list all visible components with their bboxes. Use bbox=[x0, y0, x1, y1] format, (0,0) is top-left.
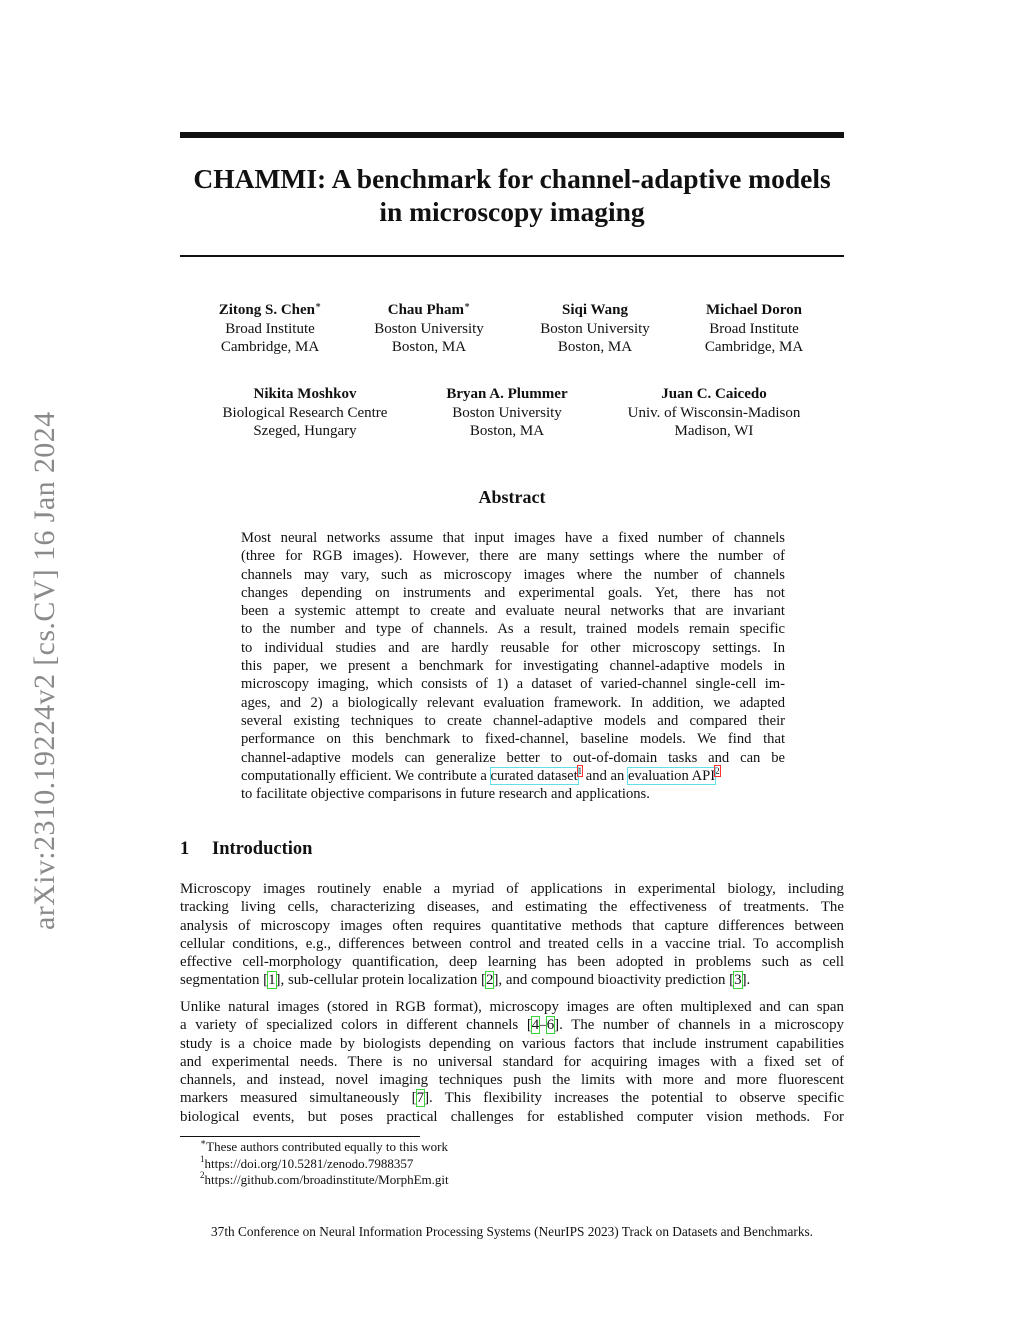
doi-link[interactable]: https://doi.org/10.5281/zenodo.7988357 bbox=[204, 1155, 414, 1171]
citation-link[interactable]: 4 bbox=[531, 1017, 540, 1034]
title-line-2: in microscopy imaging bbox=[379, 196, 645, 227]
footnotes bbox=[200, 1139, 449, 1189]
abstract-line: channel-adaptive models can generalize better to out-of-domain tasks and can be bbox=[241, 749, 785, 766]
body-line: biological events, but poses practical challenges for established computer vision methods. For bbox=[180, 1108, 844, 1125]
abstract-line: computationally efficient. We contribute a curated dataset$^1$ and an evaluation API$^2$ bbox=[241, 765, 720, 784]
author-location: Cambridge, MA bbox=[220, 339, 320, 355]
title-line-1: CHAMMI: A benchmark for channel-adaptive models bbox=[193, 163, 831, 194]
section-title: Introduction bbox=[212, 839, 313, 859]
intro-paragraph-1 bbox=[180, 880, 844, 990]
abstract-line: several existing techniques to create channel-adaptive models and compared their bbox=[241, 712, 785, 729]
author-location: Szeged, Hungary bbox=[253, 423, 357, 439]
footnote-1-link[interactable]: 1 bbox=[577, 765, 583, 776]
body-line: tracking living cells, characterizing diseases, and estimating the effectiveness of treatments. The bbox=[180, 899, 844, 916]
author-location: Madison, WI bbox=[674, 423, 754, 439]
body-line: analysis of microscopy images often requires quantitative methods that capture differences between bbox=[180, 917, 844, 934]
abstract-line: ages, and 2) a biologically relevant evaluation framework. In addition, we adapted bbox=[241, 694, 785, 711]
abstract-line: to facilitate objective comparisons in future research and applications. bbox=[241, 786, 650, 803]
conference-footer: 37th Conference on Neural Information Processing Systems (NeurIPS 2023) Track on Datasets and Benchmarks. bbox=[211, 1224, 813, 1239]
author-name: Siqi Wang bbox=[561, 302, 628, 318]
arxiv-identifier[interactable]: arXiv:2310.19224v2 [cs.CV] 16 Jan 2024 bbox=[28, 411, 61, 930]
abstract-body bbox=[241, 529, 785, 803]
author-block bbox=[654, 301, 854, 357]
author-location: Boston, MA bbox=[557, 339, 633, 355]
title-top-rule bbox=[180, 132, 844, 138]
author-name: Michael Doron bbox=[706, 302, 802, 318]
equal-contribution-mark[interactable]: ∗ bbox=[315, 300, 322, 310]
abstract-line: microscopy imaging, which consists of 1) a dataset of varied-channel single-cell im- bbox=[241, 676, 785, 693]
author-name: Zitong S. Chen∗ bbox=[218, 300, 322, 318]
body-line: markers measured simultaneously [7]. This flexibility increases the potential to observe specific bbox=[180, 1090, 844, 1107]
title-bottom-rule bbox=[180, 255, 844, 257]
author-affiliation: Biological Research Centre bbox=[222, 404, 388, 421]
citation-link[interactable]: 3 bbox=[734, 972, 742, 989]
footnote[interactable]: $^1$https://doi.org/10.5281/zenodo.7988357 bbox=[200, 1153, 414, 1171]
author-location: Cambridge, MA bbox=[704, 339, 804, 355]
author-name: Bryan A. Plummer bbox=[446, 386, 568, 402]
section-heading bbox=[180, 839, 312, 860]
author-block bbox=[407, 385, 607, 441]
abstract-line: to the number and type of channels. As a result, trained models remain specific bbox=[241, 621, 785, 638]
body-line: study is a choice made by biologists depending on various factors that include instrument capabilities bbox=[180, 1035, 844, 1052]
footnote[interactable]: $^2$https://github.com/broadinstitute/MorphEm.git bbox=[200, 1170, 449, 1187]
author-affiliation: Boston University bbox=[374, 320, 484, 337]
abstract-line: this paper, we present a benchmark for investigating channel-adaptive models in bbox=[241, 658, 785, 675]
body-line: Microscopy images routinely enable a myriad of applications in experimental biology, including bbox=[180, 881, 844, 897]
author-name: Chau Pham∗ bbox=[387, 300, 471, 318]
abstract-line: been a systemic attempt to create and evaluate neural networks that are invariant bbox=[241, 603, 785, 620]
author-affiliation: Broad Institute bbox=[225, 320, 315, 337]
citation-link[interactable]: 6 bbox=[546, 1017, 555, 1034]
intro-paragraph-2 bbox=[180, 998, 844, 1126]
body-line: cellular conditions, e.g., differences between control and treated cells in a vaccine trial. To accomplish bbox=[180, 935, 844, 952]
evaluation-api-link[interactable]: evaluation API bbox=[627, 767, 716, 784]
author-affiliation: Broad Institute bbox=[709, 320, 799, 337]
footnote: ∗These authors contributed equally to this work bbox=[200, 1137, 449, 1154]
body-line: effective cell-morphology quantification, deep learning has been adopted in problems such as cell bbox=[180, 954, 844, 971]
body-line: and experimental needs. There is no universal standard for acquiring images with a fixed set of bbox=[180, 1053, 844, 1070]
abstract-line: to individual studies and are hardly reusable for other microscopy settings. In bbox=[241, 639, 785, 656]
author-affiliation: Univ. of Wisconsin-Madison bbox=[627, 404, 801, 421]
author-name: Juan C. Caicedo bbox=[661, 386, 767, 402]
footnote-rule bbox=[180, 1136, 420, 1137]
abstract-line: changes depending on instruments and experimental goals. Yet, there has not bbox=[241, 584, 785, 601]
body-line: Unlike natural images (stored in RGB format), microscopy images are often multiplexed and can span bbox=[180, 999, 844, 1015]
curated-dataset-link[interactable]: curated dataset bbox=[490, 767, 578, 784]
author-name: Nikita Moshkov bbox=[253, 386, 357, 402]
citation-link[interactable]: 7 bbox=[416, 1090, 425, 1107]
author-location: Boston, MA bbox=[469, 423, 545, 439]
citation-link[interactable]: 1 bbox=[268, 972, 276, 989]
abstract-line: (three for RGB images). However, there are many settings where the number of bbox=[241, 548, 785, 565]
body-line: segmentation [1], sub-cellular protein localization [2], and compound bioactivity prediction [3]. bbox=[180, 972, 751, 989]
footnote-2-link[interactable]: 2 bbox=[715, 765, 720, 776]
equal-contribution-mark[interactable]: ∗ bbox=[464, 300, 471, 310]
github-link[interactable]: https://github.com/broadinstitute/MorphEm.git bbox=[204, 1172, 449, 1187]
author-location: Boston, MA bbox=[391, 339, 467, 355]
body-line: a variety of specialized colors in different channels [4–6]. The number of channels in a microscopy bbox=[180, 1017, 844, 1034]
author-block bbox=[599, 385, 829, 441]
body-line: channels, and instead, novel imaging techniques push the limits with more and more fluorescent bbox=[180, 1072, 844, 1089]
abstract-line: channels may vary, such as microscopy images where the number of channels bbox=[241, 566, 785, 583]
author-block bbox=[195, 385, 415, 441]
citation-link[interactable]: 2 bbox=[486, 972, 494, 989]
abstract-line: Most neural networks assume that input images have a fixed number of channels bbox=[241, 530, 785, 546]
abstract-heading: Abstract bbox=[478, 487, 546, 507]
paper-title bbox=[180, 162, 844, 228]
author-affiliation: Boston University bbox=[540, 320, 650, 337]
section-number: 1 bbox=[180, 839, 190, 859]
abstract-line: performance on this benchmark to fixed-channel, baseline models. We find that bbox=[241, 731, 785, 748]
author-affiliation: Boston University bbox=[452, 404, 562, 421]
